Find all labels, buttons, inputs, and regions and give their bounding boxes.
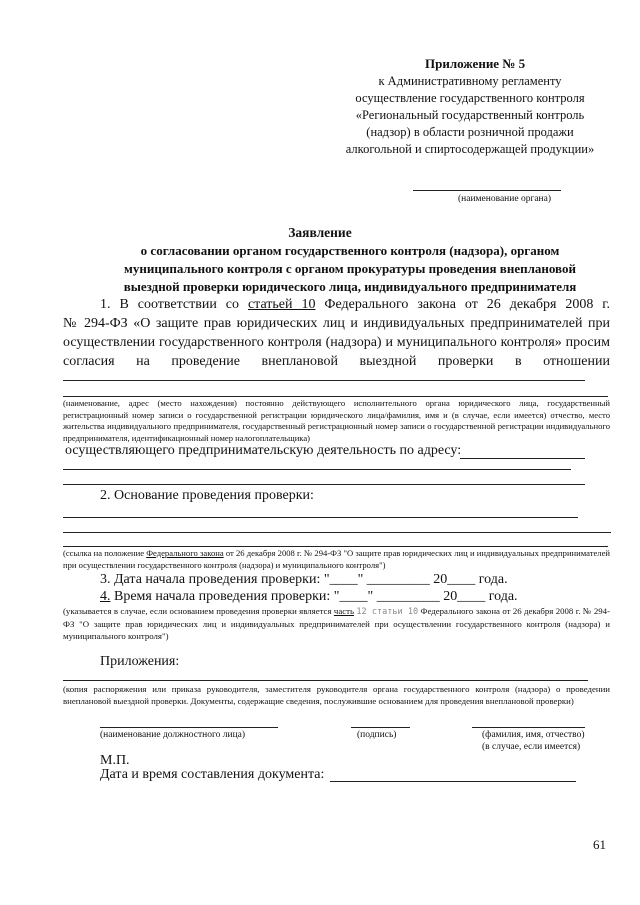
appendix-line-5: алкогольной и спиртосодержащей продукции» — [345, 142, 595, 156]
section4-caption-pre: (указывается в случае, если основанием проведения проверки является — [63, 606, 334, 616]
section4-caption-post: Федерального закона от 26 декабря 2008 г. № 294-ФЗ "О защите прав юридических лиц и индивидуальных предпринимателей при осуществлении государственного контроля (надзора) и муниципального контроля") — [63, 606, 610, 641]
basis-line-1 — [63, 517, 578, 518]
subject-caption: (наименование, адрес (место нахождения) постоянно действующего исполнительного органа юридического лица, государственный регистрационный номер записи о государственной регистрации юридического лица/фамилия, имя и (в случае, если имеется) отчество, место жительства индивидуального предпринимателя, государственный регистрационный номер записи о государственной регистрации индивидуального предпринимателя, идентификационный номер налогоплательщика) — [63, 398, 610, 443]
federal-law-link[interactable]: Федерального закона — [146, 548, 224, 558]
heading-line-1: о согласовании органом государственного контроля (надзора), органом — [140, 243, 560, 258]
section1-line-1 — [100, 297, 610, 313]
attachments-line — [63, 680, 588, 681]
name-line — [472, 727, 585, 728]
article-12-10-ref: 12 статьи 10 — [356, 607, 419, 617]
section1-line-1-pre: 1. В соответствии со — [100, 297, 248, 312]
date-time-line — [330, 781, 576, 782]
appendix-line-2: осуществление государственного контроля — [355, 91, 585, 105]
section4-time — [100, 589, 518, 605]
appendix-line-3: «Региональный государственный контроль — [355, 108, 585, 122]
section4-caption — [63, 605, 610, 642]
attachments-caption: (копия распоряжения или приказа руководителя, заместителя руководителя органа государственного контроля (надзора) о проведении внеплановой выездной проверки. Документы, содержащие сведения, послужившие основанием для проведения внеплановой проверки) — [63, 684, 610, 706]
section1-line-4: согласия на проведение внеплановой выездной проверки в отношении — [63, 354, 610, 369]
section1-line-3: осуществлении государственного контроля (надзора) и муниципального контроля» просим — [63, 335, 610, 350]
signature-line — [351, 727, 410, 728]
stamp-placeholder: М.П. — [100, 753, 130, 768]
page-number: 61 — [593, 837, 606, 852]
signature-caption: (подпись) — [357, 730, 397, 740]
section1-line-1-post: Федерального закона от 26 декабря 2008 г. — [315, 297, 610, 312]
section2-label: 2. Основание проведения проверки: — [100, 488, 314, 503]
article-10-link[interactable]: статьей 10 — [247, 297, 316, 312]
appendix-line-4: (надзор) в области розничной продажи — [366, 125, 574, 139]
name-caption-1: (фамилия, имя, отчество) — [482, 730, 585, 740]
address-line-1 — [63, 469, 571, 470]
section4-label: Время начала проведения проверки: "____" _________ 20____ года. — [110, 589, 518, 604]
address-label: осуществляющего предпринимательскую деятельность по адресу: — [65, 443, 462, 458]
basis-caption — [63, 548, 610, 571]
subject-line-2 — [63, 396, 608, 397]
part-link[interactable]: часть — [333, 606, 354, 616]
subject-line-1 — [63, 380, 585, 381]
position-line — [100, 727, 278, 728]
basis-caption-pre: (ссылка на положение — [63, 548, 147, 558]
address-line-2 — [63, 484, 585, 485]
address-line-inline — [460, 458, 585, 459]
basis-line-3 — [63, 546, 608, 547]
heading-line-3: выездной проверки юридического лица, индивидуального предпринимателя — [123, 279, 577, 294]
section3-date: 3. Дата начала проведения проверки: "____" _________ 20____ года. — [100, 572, 508, 587]
attachments-label: Приложения: — [100, 654, 180, 669]
name-caption-2: (в случае, если имеется) — [482, 742, 581, 752]
heading-title: Заявление — [288, 225, 352, 240]
basis-line-2 — [63, 532, 611, 533]
appendix-title: Приложение № 5 — [425, 56, 526, 71]
organ-name-line — [413, 190, 561, 191]
organ-caption: (наименование органа) — [458, 194, 552, 204]
date-time-label: Дата и время составления документа: — [100, 767, 325, 782]
section1-line-2: № 294-ФЗ «О защите прав юридических лиц и индивидуальных предпринимателей при — [63, 316, 610, 331]
position-caption: (наименование должностного лица) — [100, 730, 246, 740]
basis-caption-post: от 26 декабря 2008 г. № 294-ФЗ "О защите прав юридических лиц и индивидуальных предпринимателей при осуществлении государственного контроля (надзора) и муниципального контроля") — [63, 548, 610, 570]
appendix-line-1: к Административному регламенту — [378, 74, 562, 88]
section4-number: 4. — [100, 589, 111, 604]
heading-line-2: муниципального контроля с органом прокуратуры проведения внеплановой — [124, 261, 576, 276]
